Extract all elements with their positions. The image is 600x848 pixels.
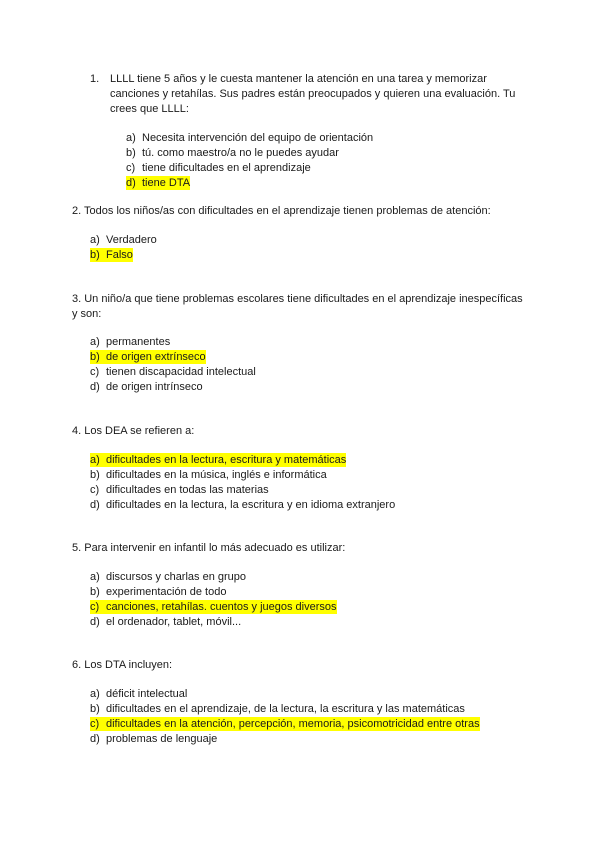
question-5-option-b: b) experimentación de todo xyxy=(90,586,227,598)
question-2-text: 2. Todos los niños/as con dificultades en el aprendizaje tienen problemas de atención: xyxy=(72,205,491,217)
question-3-option-d: d) de origen intrínseco xyxy=(90,381,203,393)
question-6-option-d: d) problemas de lenguaje xyxy=(90,733,218,745)
question-6-option-c-answer: c) dificultades en la atención, percepción, memoria, psicomotricidad entre otras xyxy=(90,718,480,730)
question-1-line-2: canciones y retahílas. Sus padres están preocupados y quieren una evaluación. Tu xyxy=(110,88,516,100)
question-4-option-a-answer: a) dificultades en la lectura, escritura y matemáticas xyxy=(90,454,347,466)
question-4-option-b: b) dificultades en la música, inglés e informática xyxy=(90,469,327,481)
question-3-line-1: 3. Un niño/a que tiene problemas escolares tiene dificultades en el aprendizaje inespecíficas xyxy=(72,293,523,305)
question-5-option-d: d) el ordenador, tablet, móvil... xyxy=(90,616,242,628)
question-6-text: 6. Los DTA incluyen: xyxy=(72,659,173,671)
question-5-option-c-answer: c) canciones, retahílas. cuentos y juegos diversos xyxy=(90,601,337,613)
question-2-option-a: a) Verdadero xyxy=(90,234,157,246)
question-1-line-3: crees que LLLL: xyxy=(110,103,189,115)
question-3-option-a: a) permanentes xyxy=(90,336,171,348)
question-1-option-a: a) Necesita intervención del equipo de orientación xyxy=(126,132,374,144)
question-4-text: 4. Los DEA se refieren a: xyxy=(72,425,195,437)
question-1-option-d-answer: d) tiene DTA xyxy=(126,177,191,189)
question-3-line-2: y son: xyxy=(72,308,102,320)
question-1-option-c: c) tiene dificultades en el aprendizaje xyxy=(126,162,311,174)
question-4-option-c: c) dificultades en todas las materias xyxy=(90,484,269,496)
question-1-number: 1. xyxy=(90,73,100,85)
question-3-option-c: c) tienen discapacidad intelectual xyxy=(90,366,256,378)
question-5-text: 5. Para intervenir en infantil lo más adecuado es utilizar: xyxy=(72,542,346,554)
question-6-option-b: b) dificultades en el aprendizaje, de la lectura, la escritura y las matemáticas xyxy=(90,703,465,715)
question-3-option-b-answer: b) de origen extrínseco xyxy=(90,351,206,363)
question-4-option-d: d) dificultades en la lectura, la escritura y en idioma extranjero xyxy=(90,499,396,511)
question-2-option-b-answer: b) Falso xyxy=(90,249,133,261)
question-6-option-a: a) déficit intelectual xyxy=(90,688,188,700)
question-1-option-b: b) tú. como maestro/a no le puedes ayudar xyxy=(126,147,339,159)
question-1-line-1: 1. LLLL tiene 5 años y le cuesta mantener la atención en una tarea y memorizar xyxy=(90,73,487,85)
question-5-option-a: a) discursos y charlas en grupo xyxy=(90,571,247,583)
